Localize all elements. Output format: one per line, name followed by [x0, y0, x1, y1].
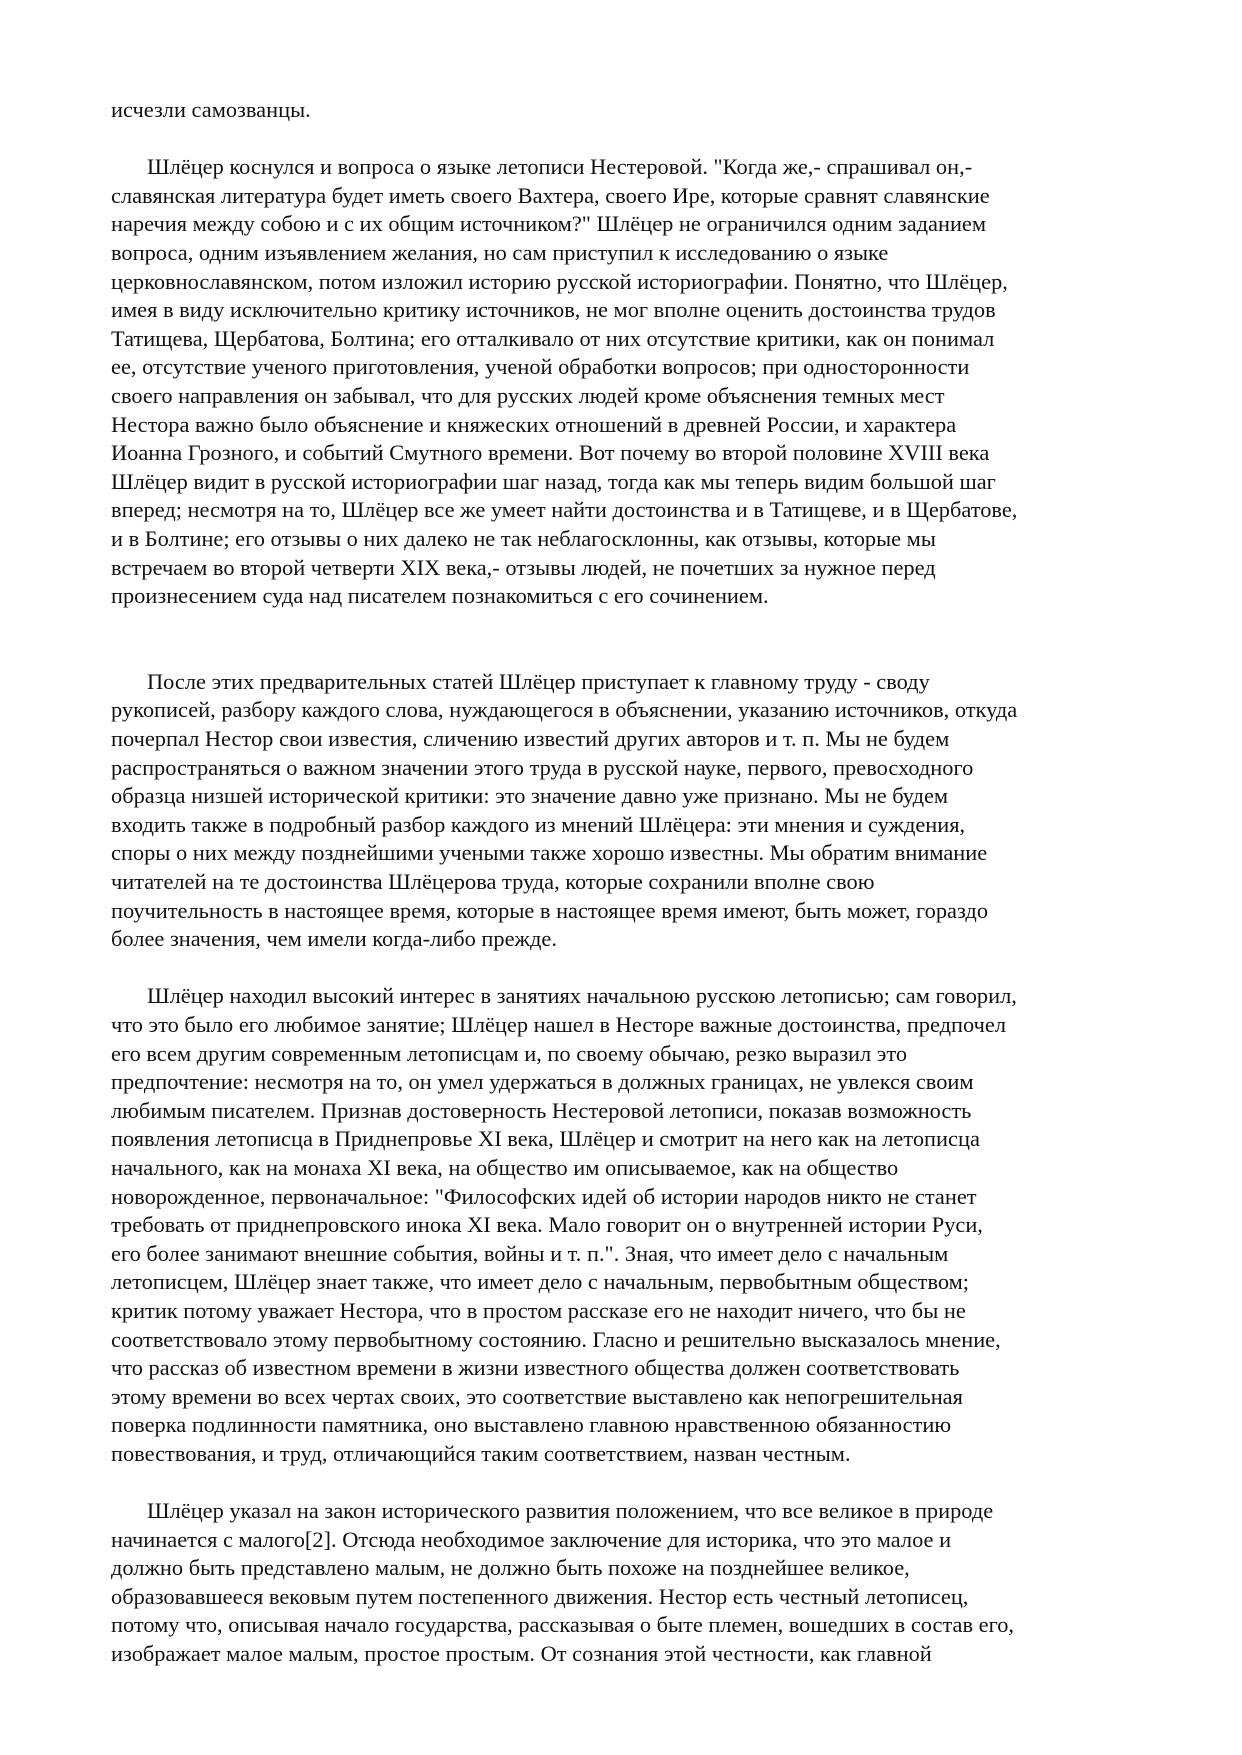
text-line: его всем другим современным летописцам и, по своему обычаю, резко выразил это: [111, 1040, 908, 1066]
text-line: После этих предварительных статей Шлёцер приступает к главному труду - своду: [147, 668, 930, 694]
text-line: вперед; несмотря на то, Шлёцер все же умеет найти достоинства и в Татищеве, и в Щербатове,: [111, 497, 1018, 523]
paragraph-2: [111, 153, 1141, 639]
text-line: наречия между собою и с их общим источником?" Шлёцер не ограничился одним заданием: [111, 211, 987, 237]
text-line: Шлёцер видит в русской историографии шаг назад, тогда как мы теперь видим большой шаг: [111, 468, 996, 494]
text-line: начального, как на монаха XI века, на общество им описываемое, как на общество: [111, 1154, 899, 1180]
text-line: этому времени во всех чертах своих, это соответствие выставлено как непогрешительная: [111, 1383, 963, 1409]
paragraph-4: [111, 982, 1141, 1468]
text-line: Нестора важно было объяснение и княжеских отношений в древней России, и характера: [111, 411, 957, 437]
text-line: что рассказ об известном времени в жизни известного общества должен соответствовать: [111, 1355, 960, 1381]
text-line: изображает малое малым, простое простым. От сознания этой честности, как главной: [111, 1641, 932, 1667]
text-line: должно быть представлено малым, не должно быть похоже на позднейшее великое,: [111, 1555, 910, 1581]
text-line: летописцем, Шлёцер знает также, что имеет дело с начальным, первобытным обществом;: [111, 1269, 970, 1295]
text-line: читателей на те достоинства Шлёцерова труда, которые сохранили вполне свою: [111, 869, 875, 895]
text-line: распространяться о важном значении этого труда в русской науке, первого, превосходного: [111, 754, 974, 780]
text-line: появления летописца в Приднепровье XI века, Шлёцер и смотрит на него как на летописца: [111, 1126, 980, 1152]
text-line: церковнославянском, потом изложил историю русской историографии. Понятно, что Шлёцер,: [111, 268, 1008, 294]
text-line: Татищева, Щербатова, Болтина; его отталкивало от них отсутствие критики, как он понимал: [111, 325, 995, 351]
paragraph-1: [111, 96, 1141, 125]
text-line: требовать от приднепровского инока XI века. Мало говорит он о внутренней истории Руси,: [111, 1212, 983, 1238]
text-line: соответствовало этому первобытному состоянию. Гласно и решительно высказалось мнение,: [111, 1326, 1001, 1352]
text-line: поучительность в настоящее время, которые в настоящее время имеют, быть может, гораздо: [111, 897, 989, 923]
paragraph-gap: [111, 954, 1141, 983]
paragraph-gap: [111, 639, 1141, 668]
text-line: почерпал Нестор свои известия, сличению известий других авторов и т. п. Мы не будем: [111, 726, 950, 752]
text-line: Шлёцер указал на закон исторического развития положением, что все великое в природе: [147, 1498, 994, 1524]
text-line: Иоанна Грозного, и событий Смутного времени. Вот почему во второй половине XVIII века: [111, 440, 990, 466]
document-page: [111, 96, 1141, 1669]
text-line: новорожденное, первоначальное: "Философских идей об истории народов никто не станет: [111, 1183, 977, 1209]
text-line: критик потому уважает Нестора, что в простом рассказе его не находит ничего, что бы не: [111, 1297, 966, 1323]
text-line: ее, отсутствие ученого приготовления, ученой обработки вопросов; при односторонности: [111, 354, 970, 380]
text-line: Шлёцер находил высокий интерес в занятиях начальною русскою летописью; сам говорил,: [147, 983, 1017, 1009]
text-line: потому что, описывая начало государства, рассказывая о быте племен, вошедших в состав его,: [111, 1612, 1014, 1638]
text-line: начинается с малого[2]. Отсюда необходимое заключение для историка, что это малое и: [111, 1526, 952, 1552]
text-line: имея в виду исключительно критику источников, не мог вполне оценить достоинства трудов: [111, 297, 996, 323]
text-line: его более занимают внешние события, войны и т. п.". Зная, что имеет дело с начальным: [111, 1240, 949, 1266]
text-line: повествования, и труд, отличающийся таким соответствием, назван честным.: [111, 1440, 851, 1466]
paragraph-3: [111, 668, 1141, 954]
text-line: более значения, чем имели когда-либо прежде.: [111, 926, 557, 952]
text-line: что это было его любимое занятие; Шлёцер нашел в Несторе важные достоинства, предпочел: [111, 1012, 1007, 1037]
text-line: исчезли самозванцы.: [111, 97, 311, 122]
text-line: образца низшей исторической критики: это значение давно уже признано. Мы не будем: [111, 783, 949, 809]
paragraph-5: [111, 1497, 1141, 1669]
text-line: вопроса, одним изъявлением желания, но сам приступил к исследованию о языке: [111, 239, 889, 265]
text-line: входить также в подробный разбор каждого из мнений Шлёцера: эти мнения и суждения,: [111, 811, 966, 837]
text-line: славянская литература будет иметь своего Вахтера, своего Ире, которые сравнят славянские: [111, 182, 990, 208]
text-line: своего направления он забывал, что для русских людей кроме объяснения темных мест: [111, 382, 945, 408]
paragraph-gap: [111, 1469, 1141, 1498]
paragraph-gap: [111, 125, 1141, 154]
text-line: и в Болтине; его отзывы о них далеко не так неблагосклонны, как отзывы, которые мы: [111, 525, 936, 551]
text-line: образовавшееся вековым путем постепенного движения. Нестор есть честный летописец,: [111, 1583, 969, 1609]
text-line: предпочтение: несмотря на то, он умел удержаться в должных границах, не увлекся своим: [111, 1069, 974, 1095]
text-line: любимым писателем. Признав достоверность Нестеровой летописи, показав возможность: [111, 1097, 972, 1123]
text-line: рукописей, разбору каждого слова, нуждающегося в объяснении, указанию источников, откуда: [111, 697, 1018, 723]
text-line: произнесением суда над писателем познакомиться с его сочинением.: [111, 583, 769, 609]
text-line: споры о них между позднейшими учеными также хорошо известны. Мы обратим внимание: [111, 840, 988, 866]
text-line: [111, 611, 1141, 640]
text-line: поверка подлинности памятника, оно выставлено главною нравственною обязанностию: [111, 1412, 952, 1438]
text-line: Шлёцер коснулся и вопроса о языке летописи Нестеровой. "Когда же,- спрашивал он,-: [147, 154, 973, 180]
text-line: встречаем во второй четверти XIX века,- отзывы людей, не почетших за нужное перед: [111, 554, 936, 580]
